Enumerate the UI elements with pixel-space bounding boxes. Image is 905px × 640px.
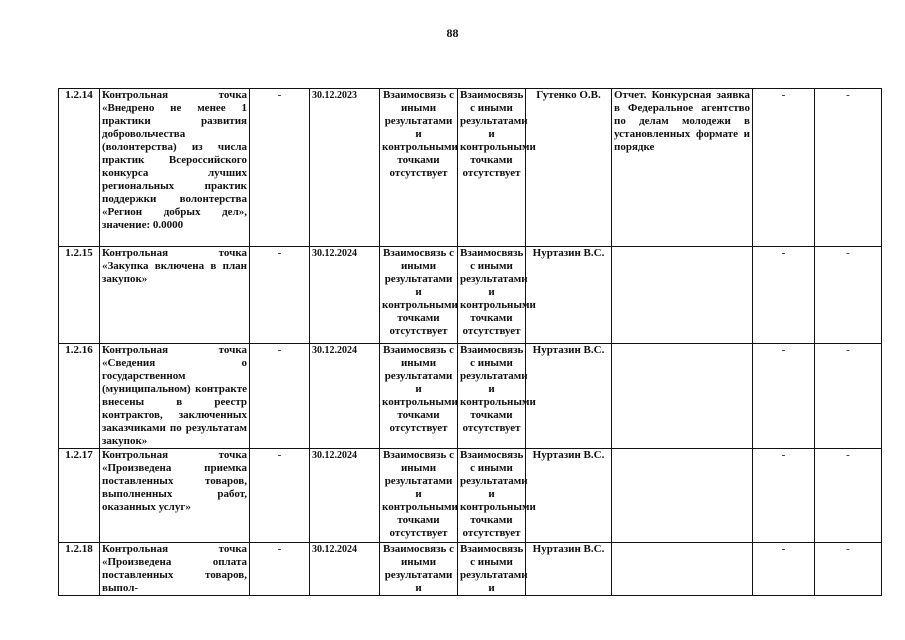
row-number: 1.2.17: [59, 449, 100, 543]
responsible-person: Нуртазин В.С.: [526, 247, 612, 344]
column-10-value: -: [815, 247, 882, 344]
successor-relation: Взаимосвязь с иными результатами и контрольными точками отсутствует: [458, 344, 526, 449]
end-date: 30.12.2024: [310, 247, 380, 344]
table-row: [59, 247, 882, 344]
column-10-value: -: [815, 344, 882, 449]
predecessor-relation: Взаимосвязь с иными результатами и контрольными точками отсутствует: [380, 247, 458, 344]
start-date: -: [250, 449, 310, 543]
table-row: [59, 543, 882, 596]
successor-relation: Взаимосвязь с иными результатами и контрольными точками отсутствует: [458, 89, 526, 247]
column-9-value: -: [753, 543, 815, 596]
end-date: 30.12.2023: [310, 89, 380, 247]
control-point-name: Контрольная точка «Произведена оплата поставленных товаров, выпол-: [100, 543, 250, 596]
column-10-value: -: [815, 449, 882, 543]
predecessor-relation: Взаимосвязь с иными результатами и контрольными точками отсутствует: [380, 344, 458, 449]
successor-relation: Взаимосвязь с иными результатами и: [458, 543, 526, 596]
column-9-value: -: [753, 344, 815, 449]
successor-relation: Взаимосвязь с иными результатами и контрольными точками отсутствует: [458, 247, 526, 344]
control-points-table: [58, 88, 882, 596]
confirming-document: Отчет. Конкурсная заявка в Федеральное агентство по делам молодежи в установленных формате и порядке: [612, 89, 753, 247]
confirming-document: [612, 247, 753, 344]
page-number: 88: [446, 26, 459, 40]
start-date: -: [250, 247, 310, 344]
responsible-person: Нуртазин В.С.: [526, 449, 612, 543]
responsible-person: Гутенко О.В.: [526, 89, 612, 247]
confirming-document: [612, 543, 753, 596]
start-date: -: [250, 344, 310, 449]
row-number: 1.2.18: [59, 543, 100, 596]
predecessor-relation: Взаимосвязь с иными результатами и контрольными точками отсутствует: [380, 89, 458, 247]
responsible-person: Нуртазин В.С.: [526, 543, 612, 596]
row-number: 1.2.15: [59, 247, 100, 344]
end-date: 30.12.2024: [310, 449, 380, 543]
start-date: -: [250, 89, 310, 247]
start-date: -: [250, 543, 310, 596]
table-row: [59, 344, 882, 449]
table-row: [59, 449, 882, 543]
end-date: 30.12.2024: [310, 543, 380, 596]
column-10-value: -: [815, 543, 882, 596]
successor-relation: Взаимосвязь с иными результатами и контрольными точками отсутствует: [458, 449, 526, 543]
responsible-person: Нуртазин В.С.: [526, 344, 612, 449]
confirming-document: [612, 449, 753, 543]
row-number: 1.2.14: [59, 89, 100, 247]
row-number: 1.2.16: [59, 344, 100, 449]
predecessor-relation: Взаимосвязь с иными результатами и контрольными точками отсутствует: [380, 449, 458, 543]
column-9-value: -: [753, 247, 815, 344]
column-9-value: -: [753, 89, 815, 247]
control-point-name: Контрольная точка «Внедрено не менее 1 практики развития добровольчества (волонтерства) из числа практик Всероссийского конкурса лучших региональных практик поддержки волонтерства «Регион добрых дел», значение: 0.0000: [100, 89, 250, 247]
control-point-name: Контрольная точка «Произведена приемка поставленных товаров, выполненных работ, оказанных услуг»: [100, 449, 250, 543]
column-10-value: -: [815, 89, 882, 247]
control-point-name: Контрольная точка «Закупка включена в план закупок»: [100, 247, 250, 344]
predecessor-relation: Взаимосвязь с иными результатами и: [380, 543, 458, 596]
control-point-name: Контрольная точка «Сведения о государственном (муниципальном) контракте внесены в реестр контрактов, заключенных заказчиками по результатам закупок»: [100, 344, 250, 449]
confirming-document: [612, 344, 753, 449]
end-date: 30.12.2024: [310, 344, 380, 449]
table-row: [59, 89, 882, 247]
column-9-value: -: [753, 449, 815, 543]
